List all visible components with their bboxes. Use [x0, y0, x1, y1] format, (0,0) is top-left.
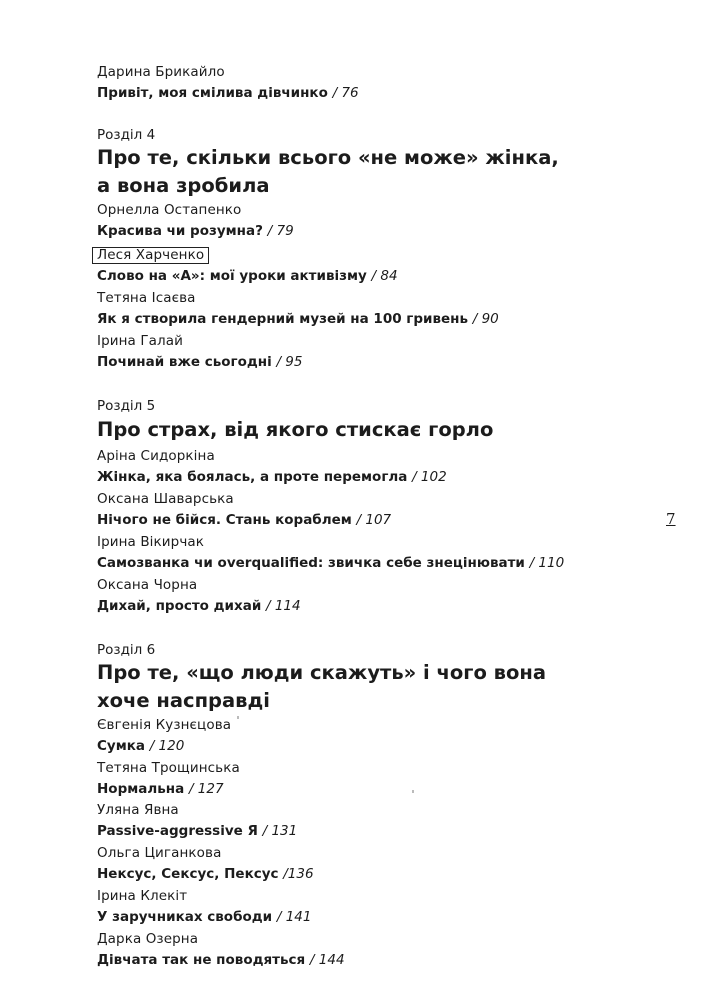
entry-title-line: [97, 866, 314, 883]
toc-entry: [97, 491, 391, 529]
entry-title-line: [97, 738, 231, 755]
entry-page-number: / 131: [262, 823, 298, 839]
toc-entry: [97, 888, 311, 926]
scan-speck: [237, 716, 239, 719]
entry-page-number: / 141: [276, 909, 312, 925]
entry-page-number: / 76: [332, 85, 359, 101]
entry-page-number: / 110: [529, 555, 565, 571]
entry-author: Уляна Явна: [97, 802, 179, 818]
toc-entry: [97, 448, 447, 486]
entry-page-number: /136: [283, 866, 314, 882]
entry-page-number: / 84: [371, 268, 398, 284]
entry-title: Слово на «А»: мої уроки активізму: [97, 268, 367, 284]
toc-entry: [97, 577, 301, 615]
entry-title: Дівчата так не поводяться: [97, 952, 306, 968]
toc-entry: [97, 717, 231, 755]
entry-title: Жінка, яка боялась, а проте перемогла: [97, 469, 408, 485]
entry-title-line: [97, 223, 294, 240]
entry-page-number: / 114: [266, 598, 301, 614]
page-number: 7: [666, 510, 676, 528]
entry-title-line: [97, 598, 301, 615]
entry-author: Тетяна Ісаєва: [97, 290, 196, 306]
entry-title: Passive-aggressive Я: [97, 823, 258, 839]
entry-author: Оксана Чорна: [97, 577, 198, 593]
entry-title: Нексус, Сексус, Пексус: [97, 866, 279, 882]
entry-page-number: / 90: [472, 311, 499, 327]
section-6-title-line-1: Про те, «що люди скажуть» і чого вона: [97, 661, 547, 684]
entry-author: Ірина Галай: [97, 333, 183, 349]
section-5-label: Розділ 5: [97, 398, 156, 414]
toc-entry: [97, 246, 398, 285]
section-4-title-line-1: Про те, скільки всього «не може» жінка,: [97, 146, 559, 169]
entry-author: Євгенія Кузнєцова: [97, 717, 232, 733]
entry-page-number: / 120: [149, 738, 185, 754]
entry-page-number: / 79: [267, 223, 294, 239]
entry-title-line: [97, 555, 564, 572]
entry-title-line: [97, 354, 302, 371]
entry-author-boxed: Леся Харченко: [92, 247, 209, 264]
entry-title-line: [97, 268, 398, 285]
toc-entry: [97, 760, 240, 798]
entry-title: У заручниках свободи: [97, 909, 273, 925]
entry-title-line: [97, 512, 391, 529]
entry-title: Дихай, просто дихай: [97, 598, 262, 614]
toc-entry: [97, 931, 345, 969]
toc-entry: [97, 202, 294, 240]
entry-title: Сумка: [97, 738, 146, 754]
entry-title-line: [97, 85, 359, 102]
toc-entry: [97, 290, 499, 328]
entry-title: Як я створила гендерний музей на 100 гривень: [97, 311, 469, 327]
toc-entry: [97, 845, 314, 883]
section-6-title-line-2: хоче насправді: [97, 689, 270, 712]
entry-title: Нормальна: [97, 781, 185, 797]
section-5-title-line-1: Про страх, від якого стискає горло: [97, 418, 494, 441]
entry-title: Красива чи розумна?: [97, 223, 263, 239]
scan-speck: [412, 790, 414, 793]
entry-author: Ольга Циганкова: [97, 845, 222, 861]
entry-title-line: [97, 952, 345, 969]
entry-page-number: / 107: [356, 512, 392, 528]
entry-title-line: [97, 823, 297, 840]
entry-author: Ірина Вікирчак: [97, 534, 205, 550]
entry-title-line: [97, 311, 499, 328]
entry-page-number: / 102: [412, 469, 447, 485]
entry-author: Дарка Озерна: [97, 931, 199, 947]
toc-entry: [97, 333, 302, 371]
entry-page-number: / 95: [276, 354, 303, 370]
entry-title: Нічого не бійся. Стань кораблем: [97, 512, 352, 528]
toc-entry-intro: [97, 64, 359, 102]
entry-title-line: [97, 469, 447, 486]
entry-page-number: / 127: [188, 781, 224, 797]
toc-entry: [97, 534, 564, 572]
entry-author: Ірина Клекіт: [97, 888, 188, 904]
entry-title-line: [97, 781, 240, 798]
section-6-label: Розділ 6: [97, 642, 156, 658]
entry-page-number: / 144: [309, 952, 345, 968]
entry-title: Привіт, моя сміливa дівчинко: [97, 85, 328, 101]
section-4-title-line-2: а вона зробила: [97, 174, 270, 197]
entry-author: Тетяна Трощинська: [97, 760, 240, 776]
entry-title: Починай вже сьогодні: [97, 354, 272, 370]
entry-author: Дарина Брикайло: [97, 64, 225, 80]
section-4-label: Розділ 4: [97, 127, 156, 143]
entry-author: Оксана Шаварська: [97, 491, 234, 507]
entry-author: Орнелла Остапенко: [97, 202, 242, 218]
entry-author: Аріна Сидоркіна: [97, 448, 215, 464]
entry-title: Самозванка чи overqualified: звичка себе знецінювати: [97, 555, 525, 571]
toc-entry: [97, 802, 297, 840]
entry-title-line: [97, 909, 311, 926]
